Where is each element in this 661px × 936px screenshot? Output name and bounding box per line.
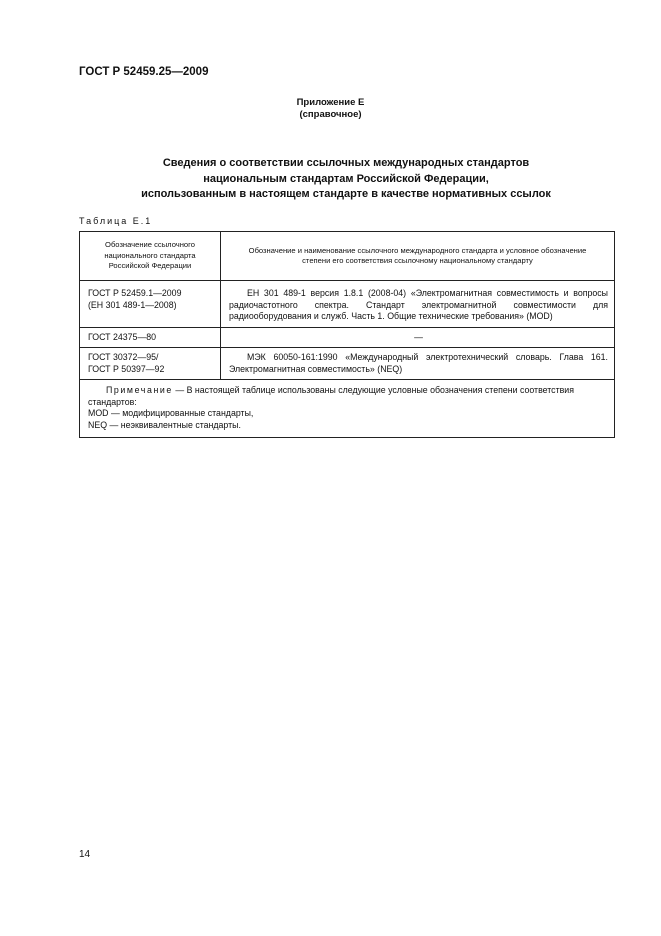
national-cell	[80, 284, 221, 327]
national-cell	[80, 327, 221, 348]
table-note-row	[80, 380, 615, 438]
note-neq: NEQ — неэквивалентные стандарты.	[88, 419, 241, 430]
table-note	[80, 380, 615, 438]
section-title	[60, 156, 632, 203]
table-row	[80, 348, 615, 380]
note-prefix: Примечание	[106, 385, 173, 395]
national-code: ГОСТ 30372—95/	[88, 352, 159, 362]
appendix-heading	[0, 97, 661, 121]
international-cell: ЕН 301 489-1 версия 1.8.1 (2008-04) «Электромагнитная совместимость и вопросы радиочастотного спектра. Стандарт электромагнитной совместимости для радиооборудования и служб. Часть 1. Общие технические требования» (MOD)	[221, 284, 615, 327]
international-cell: —	[221, 327, 615, 348]
title-line-3: использованным в настоящем стандарте в качестве нормативных ссылок	[141, 188, 551, 200]
appendix-type: (справочное)	[299, 109, 362, 120]
page-number: 14	[79, 849, 91, 860]
title-line-1: Сведения о соответствии ссылочных международных стандартов	[162, 157, 530, 169]
note-text: — В настоящей таблице использованы следующие условные обозначения степени соответствия стандартов:	[88, 385, 574, 407]
header-international-standard	[221, 232, 615, 281]
national-code: ГОСТ Р 52459.1—2009	[88, 288, 182, 298]
table-row	[80, 327, 615, 348]
note-mod: MOD — модифицированные стандарты,	[88, 408, 254, 418]
title-line-2: национальным стандартам Российской Федерации,	[203, 172, 489, 185]
header-col1-text: Обозначение ссылочного национального стандарта Российской Федерации	[104, 240, 196, 271]
international-cell: МЭК 60050-161:1990 «Международный электротехнический словарь. Глава 161. Электромагнитная совместимость» (NEQ)	[221, 348, 615, 380]
header-col2-text: Обозначение и наименование ссылочного международного стандарта и условное обозначение степени его соответствия ссылочному национальному стандарту	[248, 245, 587, 265]
national-cell	[80, 348, 221, 380]
note-paragraph	[88, 385, 606, 408]
table-label: Таблица Е.1	[79, 216, 153, 226]
appendix-label: Приложение Е	[296, 97, 365, 108]
document-code: ГОСТ Р 52459.25—2009	[79, 66, 209, 78]
table-row	[80, 284, 615, 327]
standards-table	[79, 231, 615, 438]
header-national-standard	[80, 232, 221, 281]
table-header-row	[80, 232, 615, 281]
national-code-equivalent: (ЕН 301 489-1—2008)	[88, 299, 177, 310]
national-code: ГОСТ 24375—80	[88, 331, 157, 342]
national-code-equivalent: ГОСТ Р 50397—92	[88, 363, 165, 374]
